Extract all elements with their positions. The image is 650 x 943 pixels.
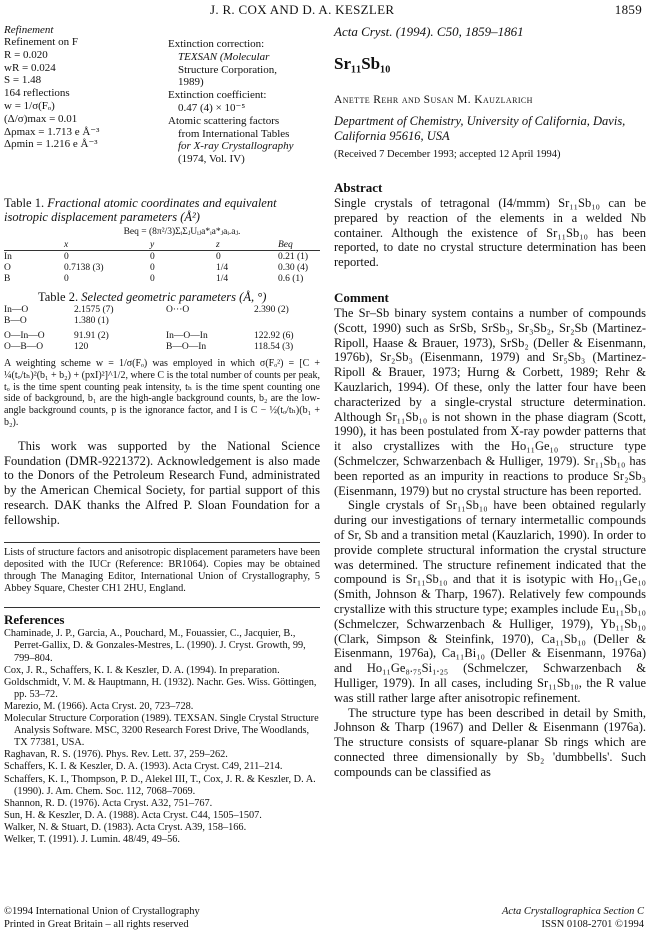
table-cell: 120: [74, 341, 89, 352]
table-cell: 0: [64, 251, 69, 262]
footer-copyright: [4, 906, 200, 931]
refinement-title: Refinement: [4, 24, 54, 36]
table-cell: 0: [150, 262, 155, 273]
table-cell: O—In—O: [4, 330, 45, 341]
refinement-line: 0.47 (4) × 10⁻⁵: [178, 101, 246, 114]
weighting-scheme-note: A weighting scheme w = 1/σ(Fₒ) was employed in which σ(Fₒ²) = [C + ¼(tₒ/tₕ)²(b₁ + b₂) + (pxI)²]^1/2, where C is the total number of counts per peak, tₒ is the time spent counting peak intensity, tₕ is the time spent counting one side of background, b₁ are the high-angle background counts, b₂ are the low-angle background counts, p is the ignorance factor, and I is C − ½(tₒ/tₕ)(b₁ + b₂).: [4, 358, 320, 428]
abstract-paragraph: Single crystals of tetragonal (I4/mmm) Sr₁₁Sb₁₀ can be prepared by reaction of the elements in a welded Nb container. Although the existence of Sr₁₁Sb₁₀ has been reported, to date no crystal structure determination has been reported.: [334, 196, 646, 270]
table1-caption: Fractional atomic coordinates and equivalent isotropic displacement parameters (Å²): [4, 196, 277, 224]
refinement-line: TEXSAN (Molecular: [178, 50, 270, 63]
reference-entry: Marezio, M. (1966). Acta Cryst. 20, 723–728.: [4, 700, 194, 712]
refinement-line: Extinction coefficient:: [168, 89, 267, 102]
beq-equation: Beq = (8π²/3)ΣᵢΣⱼUᵢⱼa*ᵢa*ⱼaᵢ.aⱼ.: [123, 227, 241, 237]
footer-line: Acta Crystallographica Section C: [501, 906, 644, 917]
table-cell: 0.7138 (3): [64, 262, 104, 273]
comment-body: [334, 306, 646, 780]
running-head-authors: J. R. COX AND D. A. KESZLER: [210, 2, 395, 17]
reference-entry: Welker, T. (1991). J. Lumin. 48/49, 49–56.: [4, 833, 180, 845]
table-row: [4, 251, 320, 263]
table-cell: 1.380 (1): [74, 315, 109, 326]
table2-caption: Selected geometric parameters (Å, °): [81, 290, 267, 304]
reference-entry: Walker, N. & Stuart, D. (1983). Acta Cryst. A39, 158–166.: [4, 821, 247, 833]
reference-entry: Sun, H. & Keszler, D. A. (1988). Acta Cryst. C44, 1505–1507.: [4, 809, 262, 821]
table-cell: 0: [150, 273, 155, 284]
comment-paragraph: Single crystals of Sr₁₁Sb₁₀ have been obtained regularly during our investigations of ternary intermetallic compounds of Sr, Sb and a transition metal (Kauzlarich, 1990). In order to provide complete structural information the crystal structure was determined. The structure refinement indicated that the compound is Sr₁₁Sb₁₀ and that it is isotypic with Ho₁₁Ge₁₀ (Smith, Johnson & Tharp, 1967). Relatively few compounds crystallize with this structure type; examples include Eu₁₁Sb₁₀ (Schmelczer, Schwarzenbach & Hulliger, 1979), Yb₁₁Sb₁₀ (Clark, Simpson & Steinfink, 1970), Ca₁₁Sb₁₀ (Deller & Eisenmann, 1976a), Ca₁₁Bi₁₀ (Deller & Eisenmann, 1976a) and Ho₁₁Ge₈.₇₅Si₁.₂₅ (Schmelczer, Schwarzenbach & Hulliger, 1979). In all cases, including Sr₁₁Sb₁₀, the R value was still rather large after anisotropic refinement.: [334, 498, 646, 705]
refinement-line: Structure Corporation,: [178, 63, 277, 76]
reference-entry: Cox, J. R., Schaffers, K. I. & Keszler, D. A. (1994). In preparation.: [4, 664, 280, 676]
refinement-line: Δρmin = 1.216 e Å⁻³: [4, 138, 98, 151]
table-cell: In—O—In: [166, 330, 208, 341]
table-cell: B: [4, 273, 11, 284]
table-cell: 0.6 (1): [278, 273, 304, 284]
comment-paragraph: The structure type has been described in detail by Smith, Johnson & Tharp (1967) and Deller & Eisenmann (1976a). The structure consists of square-planar Sb rings which are connected three dimensionally by Sb₂ 'dumbbells'. Such compounds can be classified as: [334, 705, 646, 779]
refinement-line: R = 0.020: [4, 48, 48, 61]
refinement-line: Refinement on F: [4, 36, 78, 48]
table1: [4, 239, 320, 284]
left-column: [4, 24, 320, 846]
deposition-note: Lists of structure factors and anisotropic displacement parameters have been deposited with the IUCr (Reference: BR1064). Copies may be obtained through The Managing Editor, International Union of Crystallography, 5 Abbey Square, Chester CH1 2HU, England.: [4, 542, 320, 596]
received-dates: (Received 7 December 1993; accepted 12 April 1994): [334, 149, 561, 160]
reference-entry: Goldschmidt, V. M. & Hauptmann, H. (1932). Nachr. Ges. Wiss. Göttingen, pp. 53–72.: [4, 676, 317, 700]
table-header-row: [4, 239, 320, 251]
references-list: [4, 628, 320, 846]
running-head: [0, 2, 650, 22]
table-header: z: [216, 239, 220, 250]
author-affiliation: Department of Chemistry, University of California, Davis, California 95616, USA: [334, 114, 626, 143]
table-header: [4, 239, 64, 251]
reference-entry: Raghavan, R. S. (1976). Phys. Rev. Lett. 37, 259–262.: [4, 749, 228, 761]
refinement-line: 1989): [178, 76, 204, 89]
table-header: y: [150, 239, 155, 250]
table1-title: [4, 196, 320, 224]
table2-number: Table 2.: [38, 290, 79, 304]
refinement-line: 164 reflections: [4, 87, 70, 100]
reference-entry: Schaffers, K. I. & Keszler, D. A. (1993). Acta Cryst. C49, 211–214.: [4, 761, 283, 773]
table2: [4, 304, 320, 352]
reference-entry: Chaminade, J. P., Garcia, A., Pouchard, M., Fouassier, C., Jacquier, B., Perret-Gallix, D. & Gonzales-Mestres, L. (1990). J. Cryst. Growth, 99, 799–804.: [4, 628, 306, 664]
table-cell: 0: [216, 251, 221, 262]
right-column: [334, 24, 646, 779]
table-cell: 118.54 (3): [254, 341, 294, 352]
reference-entry: Molecular Structure Corporation (1989). TEXSAN. Single Crystal Structure Analysis Software. MSC, 3200 Research Forest Drive, The Woodlands, TX 77381, USA.: [4, 713, 319, 749]
table-cell: 0.21 (1): [278, 251, 309, 262]
table-cell: B—O: [4, 315, 27, 326]
article-citation: Acta Cryst. (1994). C50, 1859–1861: [334, 24, 524, 39]
article-authors: Anette Rehr and Susan M. Kauzlarich: [334, 94, 533, 106]
table-row: [4, 304, 320, 315]
refinement-right: [168, 38, 322, 166]
table-cell: 122.92 (6): [254, 330, 294, 341]
abstract-body: [334, 196, 646, 270]
refinement-line: Extinction correction:: [168, 38, 265, 50]
reference-entry: Schaffers, K. I., Thompson, P. D., Alekel III, T., Cox, J. R. & Keszler, D. A. (1990). J. Am. Chem. Soc. 112, 7068–7069.: [4, 773, 316, 797]
table-header: x: [64, 239, 69, 250]
refinement-line: S = 1.48: [4, 74, 42, 87]
table-cell: O—B—O: [4, 341, 44, 352]
table-cell: In: [4, 251, 12, 262]
abstract-heading: Abstract: [334, 180, 383, 195]
reference-entry: Shannon, R. D. (1976). Acta Cryst. A32, 751–767.: [4, 797, 213, 809]
table-cell: 0: [150, 251, 155, 262]
table2-title: [4, 290, 320, 304]
refinement-line: from International Tables: [178, 127, 290, 140]
table1-number: Table 1.: [4, 196, 45, 210]
footer-line: ISSN 0108-2701 ©1994: [541, 918, 644, 930]
comment-paragraph: The Sr–Sb binary system contains a number of compounds (Scott, 1990) such as SrSb, SrSb₃, Sr₃Sb₂, Sr₂Sb (Martinez-Ripoll, Haase & Brauer, 1973), SrSb₂ (Deller & Eisenmann, 1976b), Sr₂Sb₃ (Eisenmann, 1979) and Sr₅Sb₃ (Martinez-Ripoll & Brauer, 1973; Hurng & Corbett, 1989; Rehr & Kauzlarich, 1994). Of these, only the latter four have been characterized by a single-crystal structure determination. Although Sr₁₁Sb₁₀ is not shown in the phase diagram (Scott, 1990), it has been postulated from X-ray powder patterns that it also crystallizes with the Ho₁₁Ge₁₀ structure type (Schmelczer, Schwarzenbach & Hulliger, 1979). Sr₁₁Sb₁₀ has been reported as an impurity in reactions to produce Sr₂Sb₃ (Eisenmann, 1979) but no crystal structure has been reported.: [334, 305, 646, 498]
footer-journal: [474, 906, 644, 931]
table-cell: 91.91 (2): [74, 330, 109, 341]
table-cell: [166, 315, 254, 326]
refinement-left: [4, 24, 164, 151]
table-row: [4, 326, 320, 341]
table-cell: O: [4, 262, 11, 273]
table-row: [4, 262, 320, 273]
table-cell: 1/4: [216, 262, 229, 273]
table-header: Beq: [278, 239, 293, 250]
refinement-line: wR = 0.024: [4, 61, 56, 74]
table-cell: 2.390 (2): [254, 304, 289, 315]
table-cell: 0: [64, 273, 69, 284]
comment-heading: Comment: [334, 289, 389, 305]
acknowledgement: This work was supported by the National Science Foundation (DMR-9221372). Acknowledgement is also made to the Donors of the Petroleum Research Fund, administrated by the American Chemical Society, for partial support of this research. DAK thanks the Alfred P. Sloan Foundation for a fellowship.: [4, 438, 320, 527]
refinement-line: w = 1/σ(Fₒ): [4, 99, 55, 112]
compound-title: Sr₁₁Sb₁₀: [334, 54, 391, 73]
refinement-line: (1974, Vol. IV): [178, 153, 245, 166]
footer-line: Printed in Great Britain – all rights reserved: [4, 918, 189, 930]
refinement-line: (Δ/σ)max = 0.01: [4, 112, 78, 125]
table-row: [4, 341, 320, 352]
table-cell: In—O: [4, 304, 29, 315]
table-cell: 1/4: [216, 273, 229, 284]
refinement-line: for X-ray Crystallography: [178, 140, 294, 153]
table-cell: B—O—In: [166, 341, 207, 352]
table-cell: 0.30 (4): [278, 262, 309, 273]
table-row: [4, 273, 320, 284]
refinement-block: [4, 24, 320, 190]
footer-line: ©1994 International Union of Crystallography: [4, 906, 200, 917]
page-number: 1859: [614, 2, 642, 17]
references-heading: References: [4, 607, 320, 628]
table-cell: [254, 315, 320, 326]
table-row: [4, 315, 320, 326]
refinement-line: Atomic scattering factors: [168, 114, 280, 127]
table-cell: 2.1575 (7): [74, 304, 114, 315]
table-cell: O···O: [166, 304, 190, 315]
refinement-line: Δρmax = 1.713 e Å⁻³: [4, 125, 100, 138]
